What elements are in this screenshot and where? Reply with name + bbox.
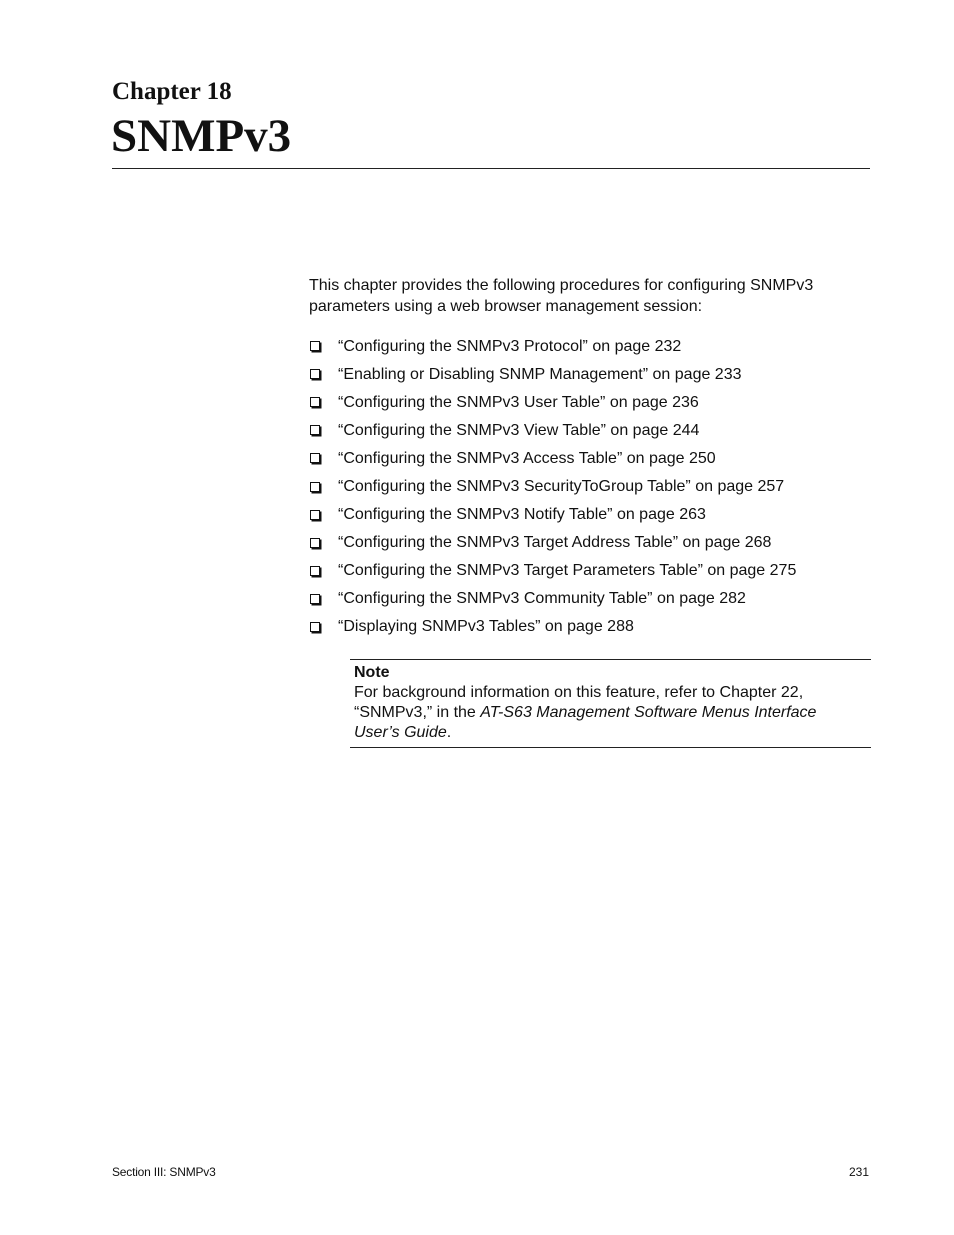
- procedure-link[interactable]: “Configuring the SNMPv3 User Table” on page 236: [338, 393, 699, 411]
- note-box: [350, 659, 871, 748]
- procedure-link[interactable]: “Configuring the SNMPv3 View Table” on page 244: [338, 421, 700, 439]
- procedure-link[interactable]: “Configuring the SNMPv3 Target Parameters Table” on page 275: [338, 562, 797, 580]
- checkbox-bullet-icon: [310, 566, 320, 576]
- note-heading: Note: [354, 664, 390, 681]
- procedure-link[interactable]: “Displaying SNMPv3 Tables” on page 288: [338, 618, 634, 636]
- note-body: [354, 683, 864, 743]
- checkbox-bullet-icon: [310, 425, 320, 435]
- procedure-link[interactable]: “Configuring the SNMPv3 Notify Table” on page 263: [338, 506, 706, 524]
- list-item: [309, 529, 869, 557]
- checkbox-bullet-icon: [310, 594, 320, 604]
- checkbox-bullet-icon: [310, 453, 320, 463]
- checkbox-bullet-icon: [310, 482, 320, 492]
- procedure-link[interactable]: “Configuring the SNMPv3 SecurityToGroup Table” on page 257: [338, 478, 785, 496]
- checkbox-bullet-icon: [310, 397, 320, 407]
- procedure-link[interactable]: “Configuring the SNMPv3 Access Table” on page 250: [338, 449, 716, 467]
- checkbox-bullet-icon: [310, 510, 320, 520]
- list-item: [309, 472, 869, 500]
- note-text-end: .: [446, 724, 452, 741]
- procedure-list: [309, 332, 869, 641]
- list-item: [309, 585, 869, 613]
- checkbox-bullet-icon: [310, 538, 320, 548]
- checkbox-bullet-icon: [310, 341, 320, 351]
- list-item: [309, 444, 869, 472]
- procedure-link[interactable]: “Configuring the SNMPv3 Target Address Table” on page 268: [338, 534, 772, 552]
- checkbox-bullet-icon: [310, 622, 320, 632]
- list-item: [309, 557, 869, 585]
- procedure-link[interactable]: “Enabling or Disabling SNMP Management” on page 233: [338, 365, 742, 383]
- chapter-title: SNMPv3: [111, 110, 292, 162]
- list-item: [309, 388, 869, 416]
- list-item: [309, 613, 869, 641]
- guide-title: AT-S63 Management Software Menus Interface User’s Guide: [354, 704, 817, 741]
- list-item: [309, 416, 869, 444]
- note-text: For background information on this feature, refer to Chapter 22, “SNMPv3,” in the: [354, 684, 804, 721]
- list-item: [309, 332, 869, 360]
- list-item: [309, 360, 869, 388]
- footer-page-number: 231: [848, 1165, 869, 1179]
- chapter-label: Chapter 18: [112, 78, 232, 105]
- procedure-link[interactable]: “Configuring the SNMPv3 Protocol” on page 232: [338, 337, 682, 355]
- procedure-link[interactable]: “Configuring the SNMPv3 Community Table” on page 282: [338, 590, 746, 608]
- title-divider: [112, 168, 870, 169]
- checkbox-bullet-icon: [310, 369, 320, 379]
- footer-section-label: Section III: SNMPv3: [112, 1165, 216, 1179]
- list-item: [309, 501, 869, 529]
- intro-paragraph: This chapter provides the following procedures for configuring SNMPv3 parameters using a web browser management session:: [309, 277, 814, 315]
